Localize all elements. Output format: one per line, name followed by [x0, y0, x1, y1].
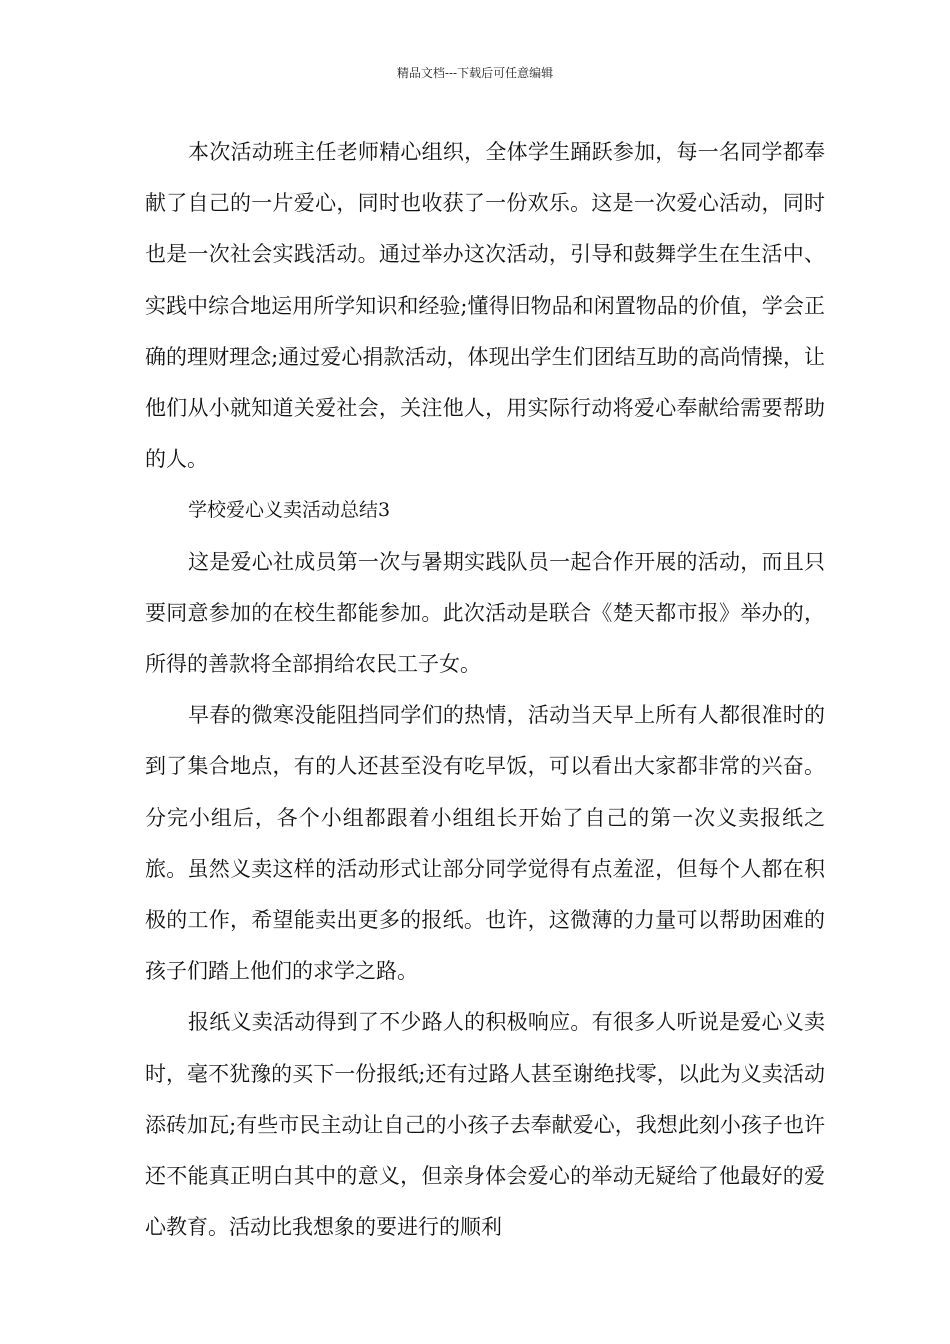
document-body — [145, 127, 825, 1253]
paragraph-activity-summary: 本次活动班主任老师精心组织，全体学生踊跃参加，每一名同学都奉献了自己的一片爱心，同时也收获了一份欢乐。这是一次爱心活动，同时也是一次社会实践活动。通过举办这次活动，引导和鼓舞学生在生活中、实践中综合地运用所学知识和经验;懂得旧物品和闲置物品的价值，学会正确的理财理念;通过爱心捐款活动，体现出学生们团结互助的高尚情操，让他们从小就知道关爱社会，关注他人，用实际行动将爱心奉献给需要帮助的人。 — [145, 140, 825, 472]
paragraph-newspaper-sale: 报纸义卖活动得到了不少路人的积极响应。有很多人听说是爱心义卖时，毫不犹豫的买下一份报纸;还有过路人甚至谢绝找零，以此为义卖活动添砖加瓦;有些市民主动让自己的小孩子去奉献爱心，我想此刻小孩子也许还不能真正明白其中的意义，但亲身体会爱心的举动无疑给了他最好的爱心教育。活动比我想象的要进行的顺利 — [145, 1010, 825, 1240]
section-heading: 学校爱心义卖活动总结3 — [188, 499, 391, 522]
paragraph-early-spring: 早春的微寒没能阻挡同学们的热情，活动当天早上所有人都很准时的到了集合地点，有的人还甚至没有吃早饭，可以看出大家都非常的兴奋。分完小组后，各个小组都跟着小组组长开始了自己的第一次义卖报纸之旅。虽然义卖这样的活动形式让部分同学觉得有点羞涩，但每个人都在积极的工作，希望能卖出更多的报纸。也许，这微薄的力量可以帮助困难的孩子们踏上他们的求学之路。 — [145, 703, 825, 984]
page-header: 精品文档---下载后可任意编辑 — [396, 66, 554, 80]
paragraph-cooperation: 这是爱心社成员第一次与暑期实践队员一起合作开展的活动，而且只要同意参加的在校生都能参加。此次活动是联合《楚天都市报》举办的，所得的善款将全部捐给农民工子女。 — [145, 549, 825, 677]
